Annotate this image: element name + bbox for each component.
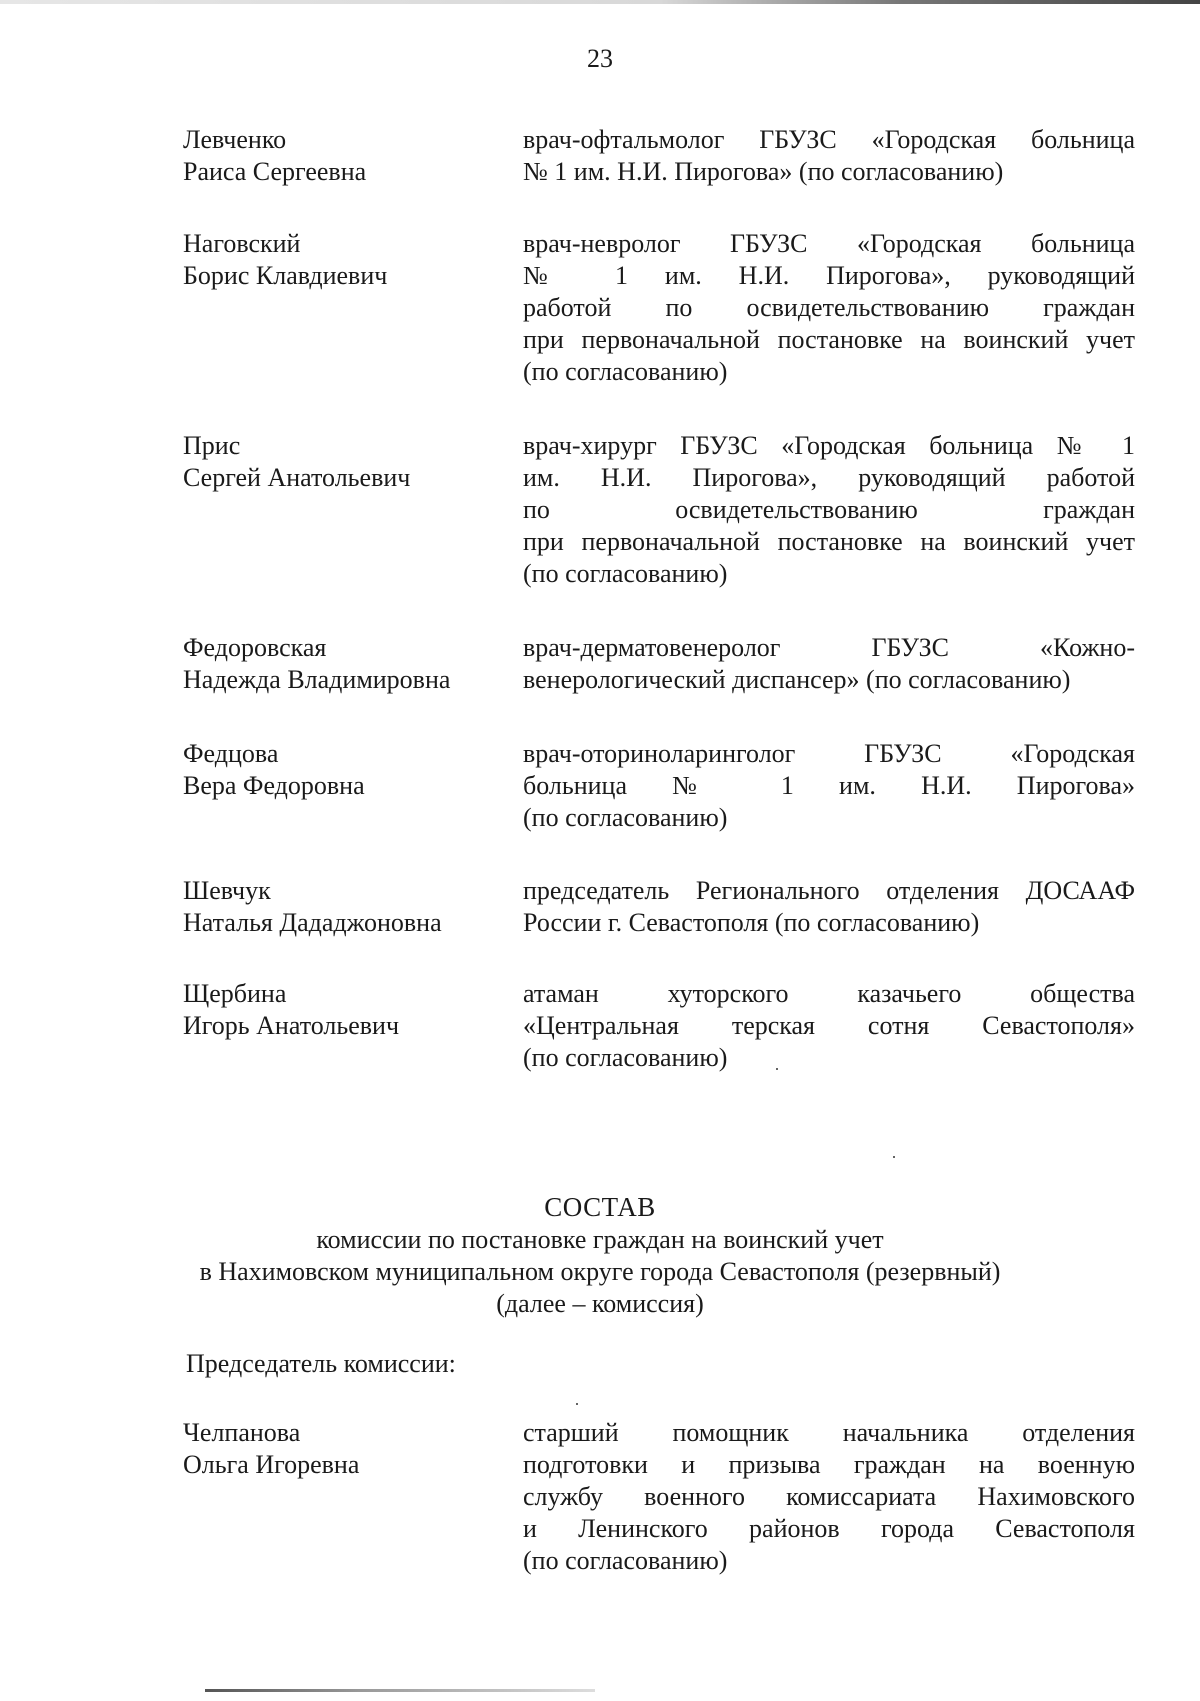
position-line: при первоначальной постановке на воинский учет: [523, 527, 1135, 556]
chair-surname: Челпанова: [183, 1418, 301, 1447]
member-surname: Щербина: [183, 979, 287, 1008]
position-line: (по согласованию): [523, 1546, 728, 1575]
member-name: [183, 228, 503, 292]
section-subtitle-line: в Нахимовском муниципальном округе города Севастополя (резервный): [199, 1257, 1001, 1286]
member-surname: Прис: [183, 431, 241, 460]
position-line: врач-хирург ГБУЗС «Городская больница № 1: [523, 431, 1135, 460]
position-line: службу военного комиссариата Нахимовского: [523, 1482, 1135, 1511]
member-given-names: Вера Федоровна: [183, 771, 365, 800]
position-line: № 1 им. Н.И. Пирогова», руководящий: [523, 261, 1135, 290]
member-name: [183, 978, 503, 1042]
member-name: [183, 124, 503, 188]
section-subtitle-line: комиссии по постановке граждан на воинский учет: [316, 1225, 884, 1254]
position-line: врач-дерматовенеролог ГБУЗС «Кожно-: [523, 633, 1135, 662]
member-name: [183, 875, 503, 939]
position-line: председатель Регионального отделения ДОСААФ: [523, 876, 1135, 905]
position-line: больница № 1 им. Н.И. Пирогова»: [523, 771, 1135, 800]
position-line: врач-оториноларинголог ГБУЗС «Городская: [523, 739, 1135, 768]
member-position: [523, 430, 1135, 590]
scan-edge-top: [0, 0, 1200, 4]
chair-label: Председатель комиссии:: [186, 1349, 456, 1378]
member-given-names: Наталья Дададжоновна: [183, 908, 442, 937]
position-line: России г. Севастополя (по согласованию): [523, 908, 980, 937]
position-line: (по согласованию): [523, 1043, 728, 1072]
position-line: им. Н.И. Пирогова», руководящий работой: [523, 463, 1135, 492]
position-line: по освидетельствованию граждан: [523, 495, 1135, 524]
member-surname: Наговский: [183, 229, 301, 258]
member-given-names: Надежда Владимировна: [183, 665, 451, 694]
member-given-names: Игорь Анатольевич: [183, 1011, 400, 1040]
member-given-names: Сергей Анатольевич: [183, 463, 411, 492]
position-line: (по согласованию): [523, 357, 728, 386]
position-line: атаман хуторского казачьего общества: [523, 979, 1135, 1008]
member-surname: Левченко: [183, 125, 287, 154]
position-line: (по согласованию): [523, 559, 728, 588]
section-subtitle-line: (далее – комиссия): [496, 1289, 704, 1318]
position-line: подготовки и призыва граждан на военную: [523, 1450, 1135, 1479]
scan-speck: [776, 1068, 778, 1070]
member-given-names: Раиса Сергеевна: [183, 157, 367, 186]
member-name: [183, 430, 503, 494]
scan-edge-bottom: [205, 1689, 595, 1692]
position-line: при первоначальной постановке на воинский учет: [523, 325, 1135, 354]
chair-name: [183, 1417, 503, 1481]
position-line: венерологический диспансер» (по согласованию): [523, 665, 1071, 694]
position-line: врач-офтальмолог ГБУЗС «Городская больница: [523, 125, 1135, 154]
page-number: 23: [587, 44, 613, 73]
position-line: и Ленинского районов города Севастополя: [523, 1514, 1135, 1543]
member-surname: Федоровская: [183, 633, 327, 662]
member-position: [523, 875, 1135, 939]
scan-speck: [576, 1403, 578, 1405]
section-title: СОСТАВ: [544, 1192, 656, 1222]
section-heading: [0, 1190, 1200, 1320]
position-line: № 1 им. Н.И. Пирогова» (по согласованию): [523, 157, 1004, 186]
member-name: [183, 632, 503, 696]
member-surname: Шевчук: [183, 876, 271, 905]
scan-speck: [893, 1156, 895, 1158]
chair-position: [523, 1417, 1135, 1577]
position-line: старший помощник начальника отделения: [523, 1418, 1135, 1447]
position-line: (по согласованию): [523, 803, 728, 832]
member-given-names: Борис Клавдиевич: [183, 261, 388, 290]
member-name: [183, 738, 503, 802]
member-surname: Федцова: [183, 739, 279, 768]
position-line: врач-невролог ГБУЗС «Городская больница: [523, 229, 1135, 258]
member-position: [523, 632, 1135, 696]
member-position: [523, 738, 1135, 834]
position-line: «Центральная терская сотня Севастополя»: [523, 1011, 1135, 1040]
position-line: работой по освидетельствованию граждан: [523, 293, 1135, 322]
member-position: [523, 124, 1135, 188]
member-position: [523, 228, 1135, 388]
member-position: [523, 978, 1135, 1074]
chair-given-names: Ольга Игоревна: [183, 1450, 360, 1479]
